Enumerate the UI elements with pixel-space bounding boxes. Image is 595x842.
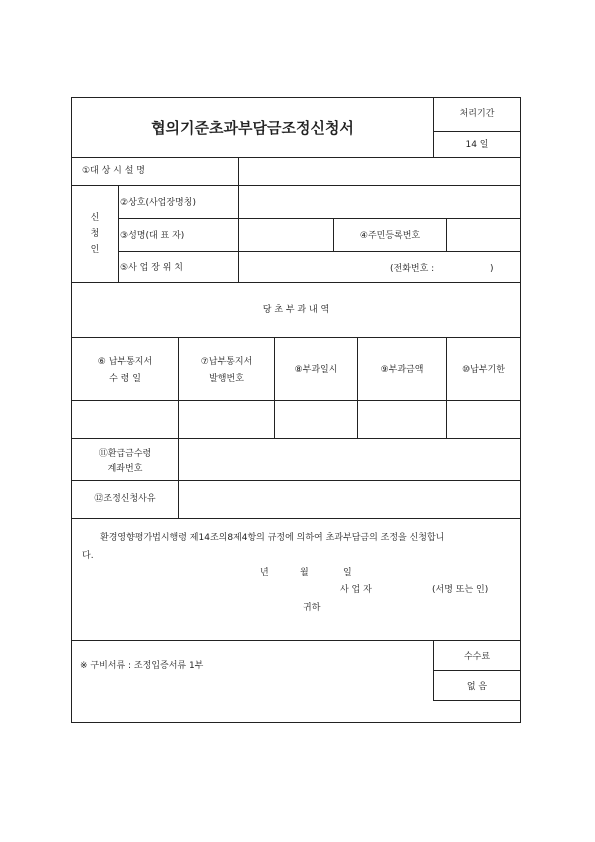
adjustment-reason-field[interactable]: [179, 481, 520, 518]
applicant-label-2: 청: [90, 229, 100, 239]
recipient-label: 귀하: [303, 603, 321, 613]
phone-label: (전화번호 :: [390, 264, 435, 274]
attachment-note: ※ 구비서류 : 조정입증서류 1부: [80, 661, 204, 671]
refund-account-label-1: ⑪환급금수령: [98, 449, 152, 459]
applicant-label-1: 신: [90, 213, 100, 223]
statement-line-2: 다.: [82, 551, 94, 561]
representative-name-label: ③성명(대 표 자): [120, 231, 185, 241]
notice-received-date-field[interactable]: [72, 401, 178, 438]
notice-number-field[interactable]: [179, 401, 274, 438]
facility-name-field[interactable]: [239, 158, 520, 185]
levy-date-header: ⑧부과일시: [294, 365, 338, 375]
notice-received-date-header-2: 수 령 일: [109, 374, 141, 384]
notice-number-header-2: 발행번호: [209, 374, 244, 384]
levy-amount-field[interactable]: [358, 401, 446, 438]
date-year-label: 년: [260, 568, 269, 578]
statement-line-1: 환경영향평가법시행령 제14조의8제4항의 규정에 의하여 초과부담금의 조정을 신청합니: [100, 533, 445, 543]
levy-date-field[interactable]: [275, 401, 357, 438]
date-month-label: 월: [300, 568, 309, 578]
fee-value: 없 음: [466, 682, 488, 692]
payment-deadline-header: ⑩납부기한: [462, 365, 505, 375]
fee-label: 수수료: [463, 652, 491, 662]
applicant-sign-label: 사 업 자: [340, 585, 372, 595]
notice-number-header-1: ⑦납부통지서: [200, 357, 253, 367]
adjustment-reason-label: ⑫조정신청사유: [94, 494, 156, 504]
notice-received-date-header-1: ⑥ 납부통지서: [97, 357, 153, 367]
facility-name-label: ①대 상 시 설 명: [82, 166, 145, 176]
phone-close: ): [490, 264, 494, 274]
business-name-field[interactable]: [239, 186, 520, 218]
signature-note: (서명 또는 인): [432, 585, 489, 595]
date-day-label: 일: [343, 568, 352, 578]
processing-period-label: 처리기간: [459, 109, 495, 119]
applicant-label-3: 인: [90, 245, 100, 255]
business-location-field[interactable]: [239, 252, 520, 282]
resident-number-label: ④주민등록번호: [359, 231, 421, 241]
levy-amount-header: ⑨부과금액: [380, 365, 424, 375]
processing-period-value: 14 일: [465, 140, 489, 150]
form-title: 협의기준초과부담금조정신청서: [151, 119, 354, 137]
refund-account-field[interactable]: [179, 439, 520, 480]
payment-deadline-field[interactable]: [447, 401, 520, 438]
refund-account-label-2: 계좌번호: [107, 464, 143, 474]
business-location-label: ⑤사 업 장 위 치: [120, 263, 183, 273]
original-levy-section-title: 당 초 부 과 내 역: [262, 305, 330, 315]
business-name-label: ②상호(사업장명칭): [120, 198, 196, 208]
representative-name-field[interactable]: [239, 219, 333, 251]
resident-number-field[interactable]: [447, 219, 520, 251]
